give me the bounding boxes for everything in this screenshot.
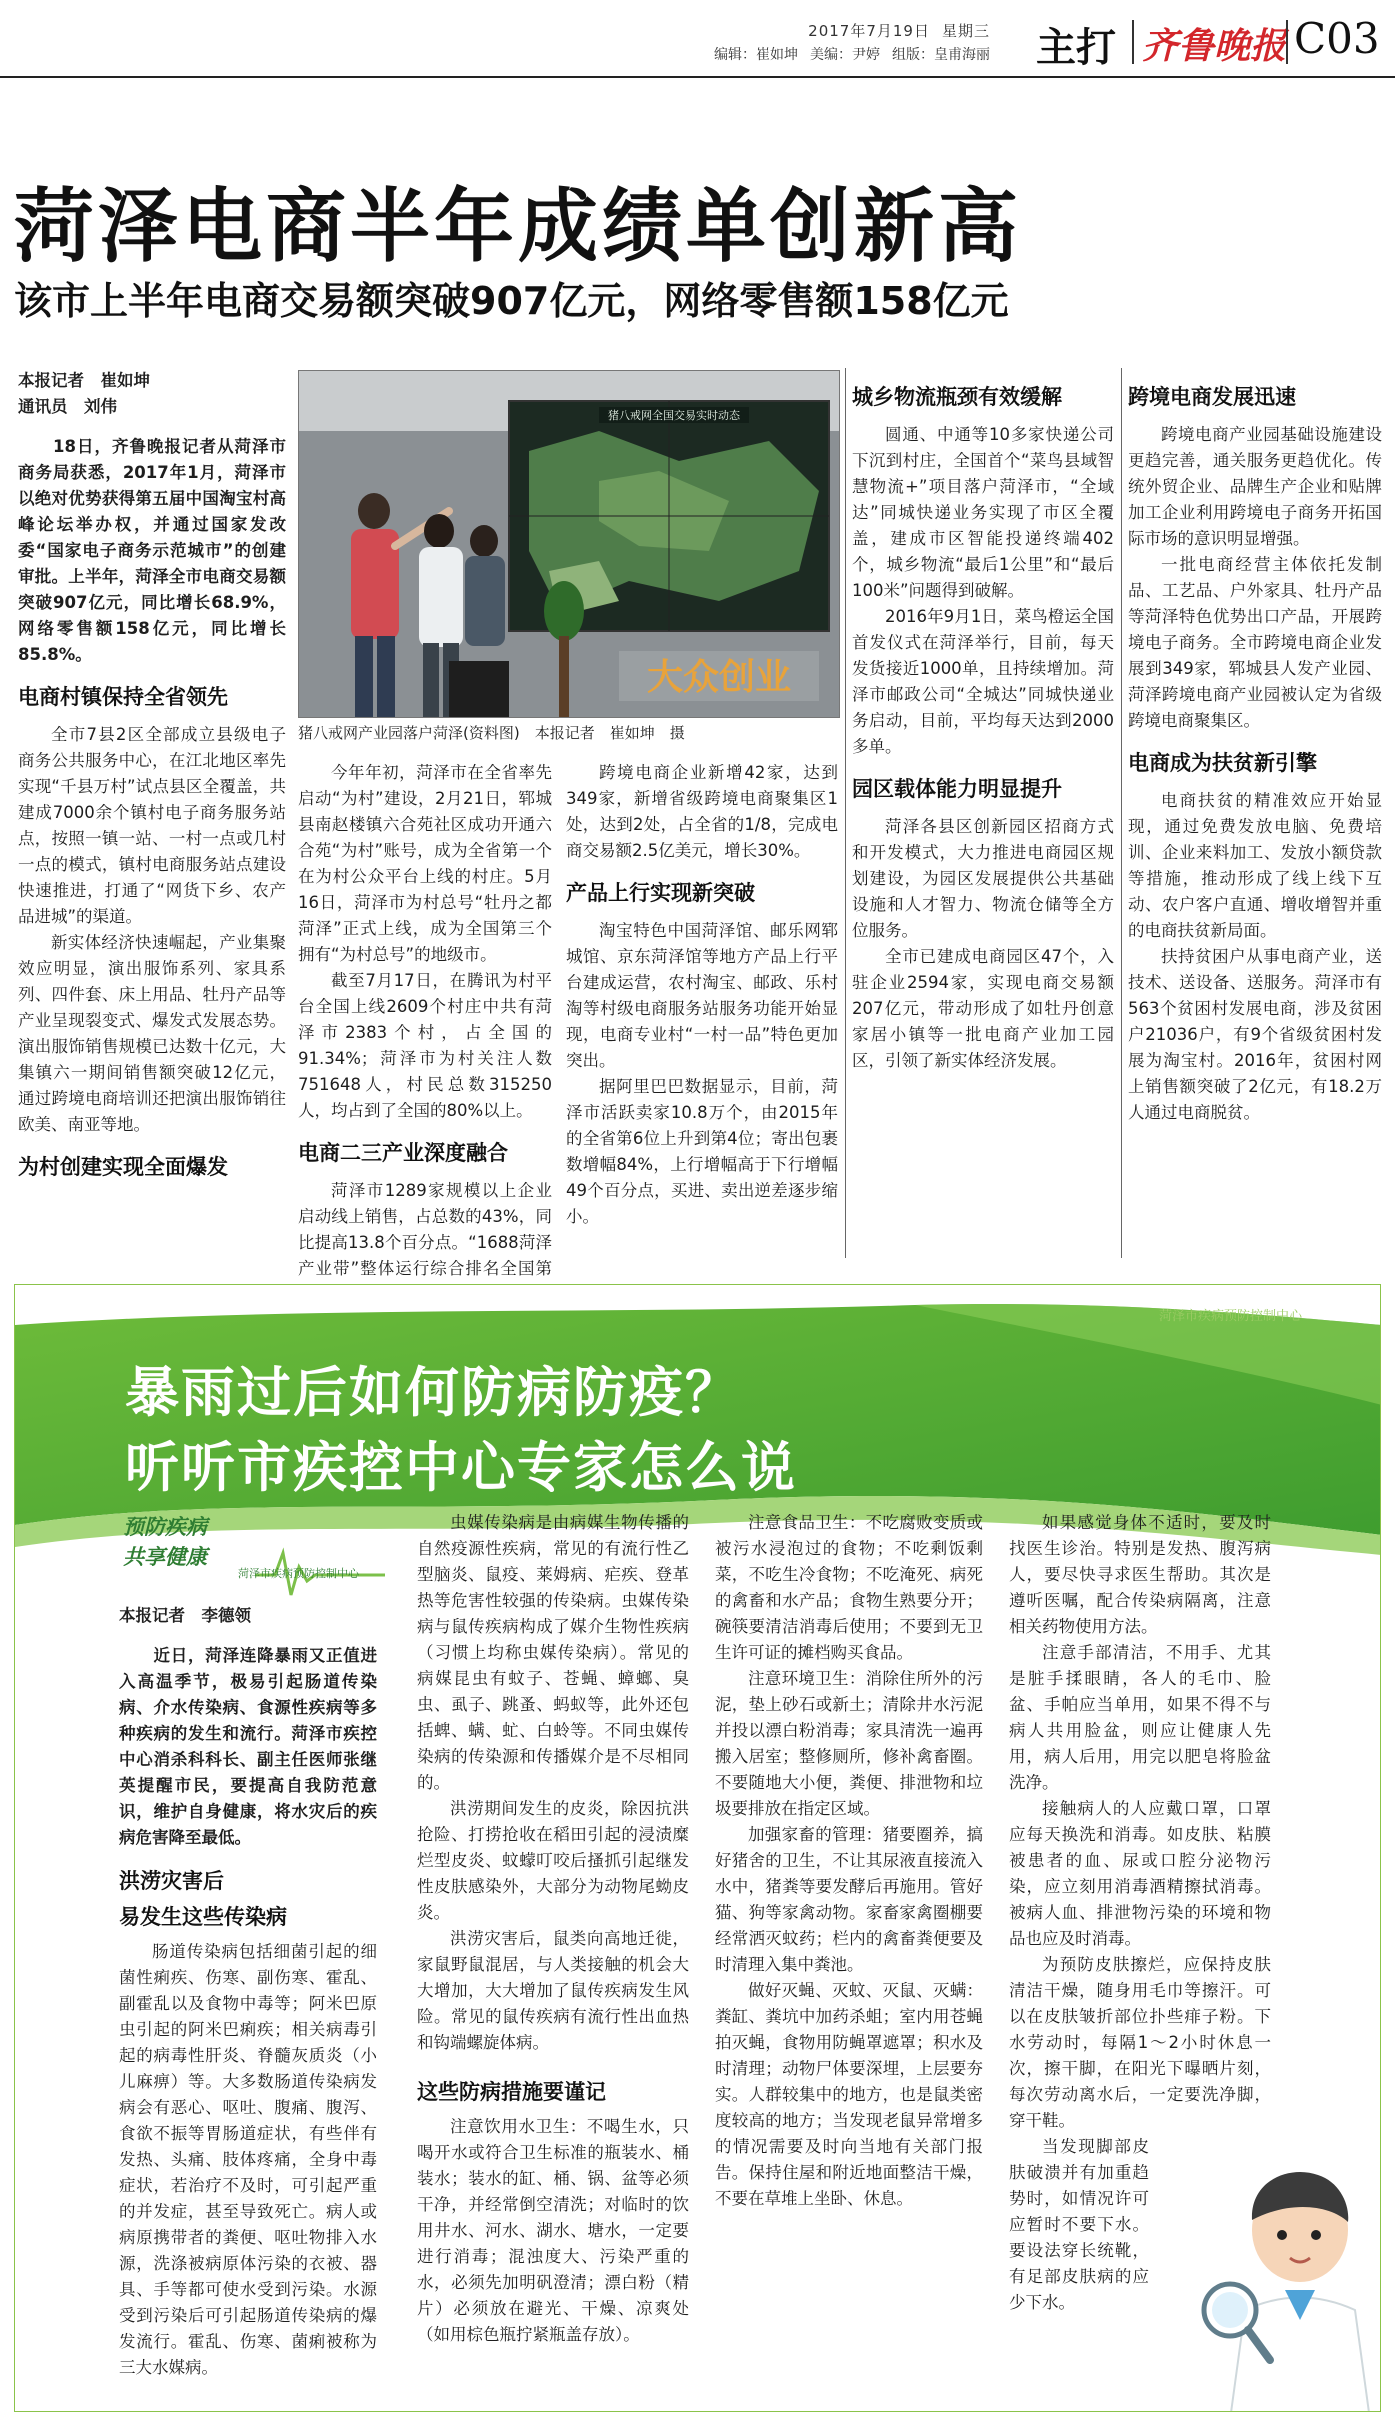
health-paragraph: 洪涝灾害后，鼠类向高地迁徙，家鼠野鼠混居，与人类接触的机会大大增加，大大增加了鼠传疾病发生风险。常见的鼠传疾病有流行性出血热和钩端螺旋体病。: [417, 1929, 689, 2052]
article-column-3: [566, 760, 838, 1230]
article-column-5: [1128, 368, 1382, 1126]
article-paragraph: 菏泽市1289家规模以上企业启动线上销售，占总数的43%，同比提高13.8个百分点。“1688菏泽产业带”整体运行综合排名全国第: [298, 1181, 552, 1278]
masthead-date-line: [796, 20, 990, 41]
health-paragraph: 当发现脚部皮肤破溃并有加重趋势时，如情况许可应暂时不要下水。要设法穿长统靴，有足部皮肤病的应少下水。: [1009, 2137, 1149, 2312]
designer-credit: 美编：尹婷: [810, 47, 880, 63]
photo-illustration: [299, 371, 840, 718]
health-column-1: [119, 1603, 377, 2381]
article-paragraph: 截至7月17日，在腾讯为村平台全国上线2609个村庄中共有菏泽市2383个村，占全国的91.34%；菏泽市为村关注人数751648人，村民总数315250人，均占到了全国的80%以上。: [298, 971, 552, 1120]
section-heading: 电商成为扶贫新引擎: [1128, 751, 1317, 775]
article-paragraph: 2016年9月1日，菜鸟橙运全国首发仪式在菏泽举行，目前，每天发货接近1000单，且持续增加。菏泽市邮政公司“全城达”同城快递业务启动，目前，平均每天达到2000多单。: [852, 607, 1114, 756]
health-paragraph: 加强家畜的管理：猪要圈养，搞好猪舍的卫生，不让其尿液直接流入水中，猪粪等要发酵后再施用。管好猫、狗等家禽动物。家畜家禽圈棚要经常洒灭蚊药；栏内的禽畜粪便要及时清理入集中粪池。: [715, 1825, 983, 1974]
article-paragraph: 全市已建成电商园区47个，入驻企业2594家，实现电商交易额207亿元，带动形成了如牡丹创意家居小镇等一批电商产业加工园区，引领了新实体经济发展。: [852, 947, 1114, 1070]
article-paragraph: 淘宝特色中国菏泽馆、邮乐网郓城馆、京东菏泽馆等地方产品上行平台建成运营，农村淘宝、邮政、乐村淘等村级电商服务站服务功能开始显现，电商专业村“一村一品”特色更加突出。: [566, 921, 838, 1070]
correspondent-byline: 通讯员 刘伟: [18, 397, 117, 416]
section-heading: 电商村镇保持全省领先: [18, 685, 228, 709]
health-paragraph: 注意手部清洁，不用手、尤其是脏手揉眼睛，各人的毛巾、脸盆、手帕应当单用，如果不得不与病人共用脸盆，则应让健康人先用，病人后用，用完以肥皂将脸盆洗净。: [1009, 1643, 1271, 1792]
article-column-1: [18, 368, 286, 1192]
article-paragraph: 菏泽各县区创新园区招商方式和开发模式，大力推进电商园区规划建设，为园区发展提供公共基础设施和人才智力、物流仓储等全方位服务。: [852, 817, 1114, 940]
article-paragraph: 圆通、中通等10多家快递公司下沉到村庄，全国首个“菜鸟县域智慧物流+”项目落户菏泽市，“全域达”同城快递业务实现了市区全覆盖，建成市区智能投递终端402个，城乡物流“最后1公里”和“最后100米”问题得到破解。: [852, 425, 1114, 600]
health-paragraph: 接触病人的人应戴口罩，口罩应每天换洗和消毒。如皮肤、粘膜被患者的血、尿或口腔分泌物污染，应立刻用消毒酒精擦拭消毒。被病人血、排泄物污染的环境和物品也应及时消毒。: [1009, 1799, 1271, 1948]
masthead-rule: [0, 76, 1395, 78]
article-paragraph: 今年年初，菏泽市在全省率先启动“为村”建设，2月21日，郓城县南赵楼镇六合苑社区成功开通六合苑“为村”账号，成为全省第一个在为村公众平台上线的村庄。5月16日，菏泽市为村总号“牡丹之都菏泽”正式上线，成为全国第三个拥有“为村总号”的地级市。: [298, 763, 552, 964]
masthead-divider: [1286, 20, 1288, 64]
proof-credit: 组版：皇甫海丽: [892, 47, 990, 63]
news-photo: [298, 370, 840, 718]
health-heading: 洪涝灾害后: [119, 1869, 224, 1893]
health-heading: 易发生这些传染病: [119, 1905, 287, 1929]
issue-weekday: 星期三: [941, 22, 990, 40]
screen-title: 猪八戒网全国交易实时动态: [608, 409, 740, 422]
section-heading: 产品上行实现新突破: [566, 881, 755, 905]
logo-slogan-line1: 预防疾病: [123, 1514, 207, 1539]
masthead: [0, 0, 1395, 78]
section-heading: 电商二三产业深度融合: [298, 1141, 508, 1165]
page-number: C03: [1294, 14, 1380, 63]
article-lead: 18日，齐鲁晚报记者从菏泽市商务局获悉，2017年1月，菏泽市以绝对优势获得第五届中国淘宝村高峰论坛举办权，并通过国家发改委“国家电子商务示范城市”的创建审批。上半年，菏泽全市电商交易额突破907亿元，同比增长68.9%，网络零售额158亿元，同比增长85.8%。: [18, 437, 286, 664]
sub-headline: 该市上半年电商交易额突破907亿元，网络零售额158亿元: [14, 279, 1009, 323]
article-paragraph: 跨境电商产业园基础设施建设更趋完善，通关服务更趋优化。传统外贸企业、品牌生产企业和贴牌加工企业利用跨境电子商务开拓国际市场的意识明显增强。: [1128, 425, 1382, 548]
issue-date: 2017年7月19日: [808, 22, 930, 40]
health-paragraph: 注意饮用水卫生：不喝生水，只喝开水或符合卫生标准的瓶装水、桶装水；装水的缸、桶、锅、盆等必须干净，并经常倒空清洗；对临时的饮用井水、河水、湖水、塘水，一定要进行消毒；混浊度大、污染严重的水，必须先加明矾澄清；漂白粉（精片）必须放在避光、干燥、凉爽处（如用棕色瓶拧紧瓶盖存放）。: [417, 2117, 689, 2344]
section-name: 主打: [1036, 25, 1116, 71]
article-column-4: [852, 368, 1114, 1074]
health-paragraph: 如果感觉身体不适时，要及时找医生诊治。特别是发热、腹泻病人，要尽快寻求医生帮助。其次是遵听医嘱，配合传染病隔离，注意相关药物使用方法。: [1009, 1513, 1271, 1636]
health-column-2: [417, 1510, 689, 2348]
health-title-line1: 暴雨过后如何防病防疫？: [125, 1361, 741, 1424]
health-paragraph: 做好灭蝇、灭蚊、灭鼠、灭螨：粪缸、粪坑中加药杀蛆；室内用苍蝇拍灭蝇，食物用防蝇罩遮罩；积水及时清理；动物尸体要深埋，上层要夯实。人群较集中的地方，也是鼠类密度较高的地方；当发现老鼠异常增多的情况需要及时向当地有关部门报告。保持住屋和附近地面整洁干燥，不要在草堆上坐卧、休息。: [715, 1981, 983, 2208]
section-heading: 为村创建实现全面爆发: [18, 1155, 228, 1179]
health-byline: 本报记者 李德领: [119, 1606, 251, 1625]
editor-credit: 编辑：崔如坤: [714, 47, 798, 63]
logo-org-name: 菏泽市疾病预防控制中心: [238, 1567, 359, 1580]
logo-slogan-line2: 共享健康: [123, 1544, 207, 1569]
article-paragraph: 扶持贫困户从事电商产业，送技术、送设备、送服务。菏泽市有563个贫困村发展电商，涉及贫困户21036户，有9个省级贫困村发展为淘宝村。2016年，贫困村网上销售额突破了2亿元，有18.2万人通过电商脱贫。: [1128, 947, 1382, 1122]
health-column-3: [715, 1510, 983, 2212]
health-lead: 近日，菏泽连降暴雨又正值进入高温季节，极易引起肠道传染病、介水传染病、食源性疾病等多种疾病的发生和流行。菏泽市疾控中心消杀科科长、副主任医师张继英提醒市民，要提高自我防范意识，维护自身健康，将水灾后的疾病危害降至最低。: [119, 1646, 377, 1847]
column-rule: [845, 368, 846, 1258]
article-paragraph: 新实体经济快速崛起，产业集聚效应明显，演出服饰系列、家具系列、四件套、床上用品、牡丹产品等产业呈现裂变式、爆发式发展态势。演出服饰销售规模已达数十亿元，大集镇六一期间销售额突破12亿元，通过跨境电商培训还把演出服饰销往欧美、南亚等地。: [18, 933, 286, 1134]
health-paragraph: 为预防皮肤擦烂，应保持皮肤清洁干燥，随身用毛巾等擦汗。可以在皮肤皱折部位扑些痱子粉。下水劳动时，每隔1～2小时休息一次，擦干脚，在阳光下曝晒片刻，每次劳动离水后，一定要洗净脚，穿干鞋。: [1009, 1955, 1271, 2130]
health-title-line2: 听听市疾控中心专家怎么说: [125, 1436, 797, 1499]
section-heading: 跨境电商发展迅速: [1128, 385, 1296, 409]
reporter-byline: 本报记者 崔如坤: [18, 371, 150, 390]
masthead-divider: [1132, 20, 1134, 64]
newspaper-logo: 齐鲁晚报: [1142, 25, 1287, 67]
article-paragraph: 全市7县2区全部成立县级电子商务公共服务中心，在江北地区率先实现“千县万村”试点县区全覆盖，共建成7000余个镇村电子商务服务站点，按照一镇一站、一村一点或几村一点的模式，镇村电商服务站点建设快速推进，打通了“网货下乡、农产品进城”的渠道。: [18, 725, 286, 926]
column-rule: [1121, 368, 1122, 1258]
section-heading: 园区载体能力明显提升: [852, 777, 1062, 801]
article-column-2: [298, 760, 552, 1308]
main-headline: 菏泽电商半年成绩单创新高: [14, 180, 1022, 273]
health-paragraph: 洪涝期间发生的皮炎，除因抗洪抢险、打捞抢收在稻田引起的浸渍糜烂型皮炎、蚊蠓叮咬后搔抓引起继发性皮肤感染外，大部分为动物尾蚴皮炎。: [417, 1799, 689, 1922]
cdc-logo: [123, 1505, 385, 1591]
article-paragraph: 一批电商经营主体依托发制品、工艺品、户外家具、牡丹产品等菏泽特色优势出口产品，开展跨境电子商务。全市跨境电商企业发展到349家，郓城县人发产业园、菏泽跨境电商产业园被认定为省级跨境电商聚集区。: [1128, 555, 1382, 730]
article-paragraph: 据阿里巴巴数据显示，目前，菏泽市活跃卖家10.8万个，由2015年的全省第6位上升到第4位；寄出包裹数增幅84%，上行增幅高于下行增幅49个百分点，买进、卖出逆差逐步缩小。: [566, 1077, 838, 1226]
health-paragraph: 注意食品卫生：不吃腐败变质或被污水浸泡过的食物；不吃剩饭剩菜，不吃生冷食物；不吃淹死、病死的禽畜和水产品；食物生熟要分开；碗筷要清洁消毒后使用；不要到无卫生许可证的摊档购买食品。: [715, 1513, 983, 1662]
health-paragraph: 虫媒传染病是由病媒生物传播的自然疫源性疾病，常见的有流行性乙型脑炎、鼠疫、莱姆病、疟疾、登革热等危害性较强的传染病。虫媒传染病与鼠传疾病构成了媒介生物性疾病（习惯上均称虫媒传染病）。常见的病媒昆虫有蚊子、苍蝇、蟑螂、臭虫、虱子、跳蚤、蚂蚁等，此外还包括蜱、螨、虻、白蛉等。不同虫媒传染病的传染源和传播媒介是不尽相同的。: [417, 1513, 689, 1792]
sign-text: 大众创业: [646, 657, 792, 698]
photo-caption: 猪八戒网产业园落户菏泽(资料图) 本报记者 崔如坤 摄: [298, 724, 685, 742]
article-paragraph: 电商扶贫的精准效应开始显现，通过免费发放电脑、免费培训、企业来料加工、发放小额贷款等措施，推动形成了线上线下互动、农户客户直通、增收增智并重的电商扶贫新局面。: [1128, 791, 1382, 940]
health-heading: 这些防病措施要谨记: [417, 2080, 606, 2104]
section-heading: 城乡物流瓶颈有效缓解: [852, 385, 1062, 409]
masthead-staff-line: [702, 44, 990, 64]
article-paragraph: 跨境电商企业新增42家，达到349家，新增省级跨境电商聚集区1处，达到2处，占全省的1/8，完成电商交易额2.5亿美元，增长30%。: [566, 763, 838, 860]
health-feature-panel: [14, 1284, 1381, 2412]
health-paragraph: 注意环境卫生：消除住所外的污泥，垫上砂石或新土；清除井水污泥并投以漂白粉消毒；家具清洗一遍再搬入居室；整修厕所，修补禽畜圈。不要随地大小便，粪便、排泄物和垃圾要排放在指定区域。: [715, 1669, 983, 1818]
doctor-illustration-icon: [1190, 2160, 1381, 2412]
banner-watermark: 菏泽市疾病预防控制中心: [1158, 1309, 1302, 1324]
health-paragraph: 肠道传染病包括细菌引起的细菌性痢疾、伤寒、副伤寒、霍乱、副霍乱以及食物中毒等；阿米巴原虫引起的阿米巴痢疾；相关病毒引起的病毒性肝炎、脊髓灰质炎（小儿麻痹）等。大多数肠道传染病发病会有恶心、呕吐、腹痛、腹泻、食欲不振等胃肠道症状，有些伴有发热、头痛、肢体疼痛，全身中毒症状，若治疗不及时，可引起严重的并发症，甚至导致死亡。病人或病原携带者的粪便、呕吐物排入水源，洗涤被病原体污染的衣被、器具、手等都可使水受到污染。水源受到污染后可引起肠道传染病的爆发流行。霍乱、伤寒、菌痢被称为三大水媒病。: [119, 1942, 377, 2377]
